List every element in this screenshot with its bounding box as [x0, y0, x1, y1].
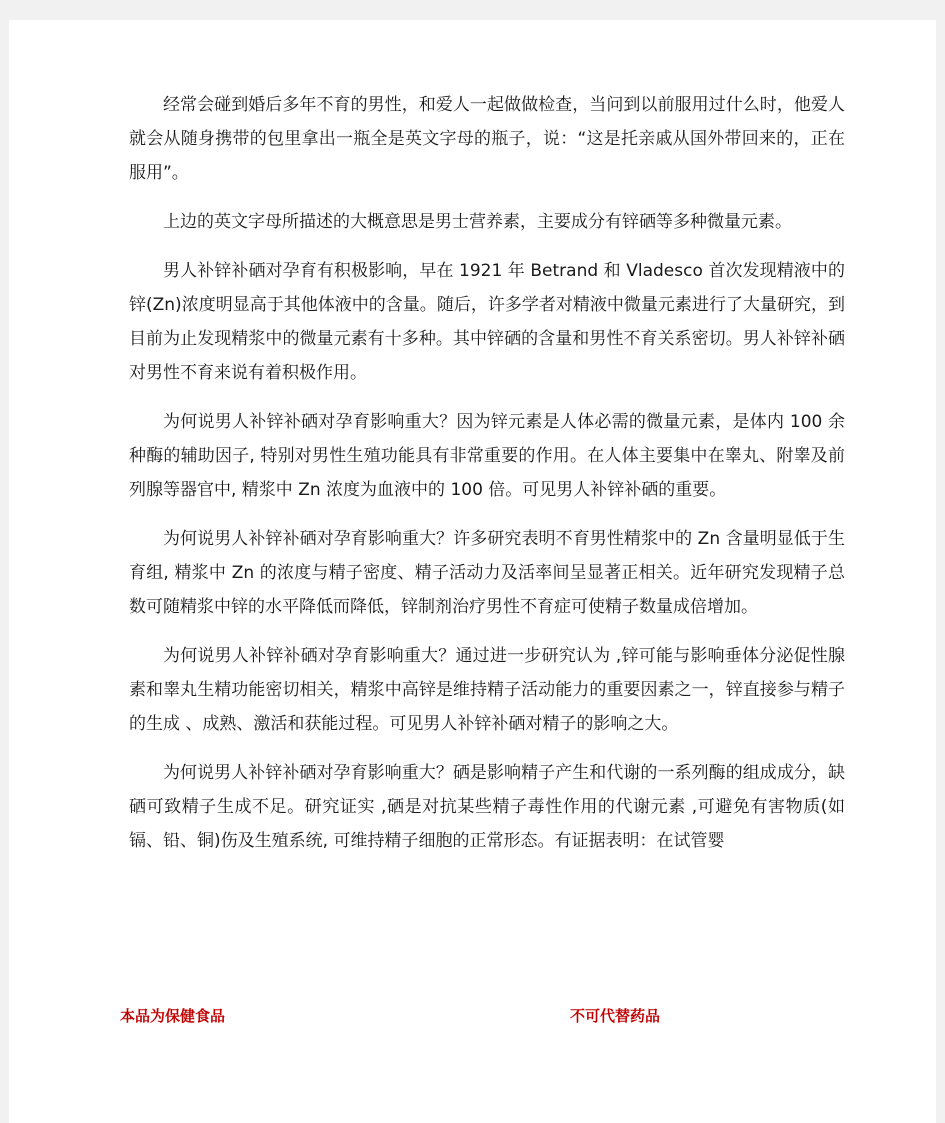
paragraph: 为何说男人补锌补硒对孕育影响重大？硒是影响精子产生和代谢的一系列酶的组成成分，缺硒可致精子生成不足。研究证实 ,硒是对抗某些精子毒性作用的代谢元素 ,可避免有害物质(如镉、铅、铜)伤及生殖系统, 可维持精子细胞的正常形态。有证据表明：在试管婴 [129, 763, 845, 851]
paragraph: 经常会碰到婚后多年不育的男性，和爱人一起做做检查，当问到以前服用过什么时，他爱人就会从随身携带的包里拿出一瓶全是英文字母的瓶子，说：“这是托亲戚从国外带回来的，正在服用”。 [129, 95, 845, 183]
article-body [129, 88, 845, 873]
paragraph: 为何说男人补锌补硒对孕育影响重大？许多研究表明不育男性精浆中的 Zn 含量明显低于生育组, 精浆中 Zn 的浓度与精子密度、精子活动力及活率间呈显著正相关。近年研究发现精子总数可随精浆中锌的水平降低而降低，锌制剂治疗男性不育症可使精子数量成倍增加。 [129, 529, 845, 617]
paragraph: 上边的英文字母所描述的大概意思是男士营养素，主要成分有锌硒等多种微量元素。 [163, 212, 792, 232]
footer-disclaimer-left: 本品为保健食品 [120, 1007, 226, 1025]
footer-disclaimer-right: 不可代替药品 [570, 1007, 661, 1025]
document-page [9, 20, 936, 1123]
paragraph: 为何说男人补锌补硒对孕育影响重大？通过进一步研究认为 ,锌可能与影响垂体分泌促性腺素和睾丸生精功能密切相关，精浆中高锌是维持精子活动能力的重要因素之一，锌直接参与精子的生成 、成熟、激活和获能过程。可见男人补锌补硒对精子的影响之大。 [129, 646, 845, 734]
paragraph: 为何说男人补锌补硒对孕育影响重大？因为锌元素是人体必需的微量元素，是体内 100 余种酶的辅助因子, 特别对男性生殖功能具有非常重要的作用。在人体主要集中在睾丸、附睾及前列腺等器官中, 精浆中 Zn 浓度为血液中的 100 倍。可见男人补锌补硒的重要。 [129, 412, 845, 500]
paragraph: 男人补锌补硒对孕育有积极影响，早在 1921 年 Betrand 和 Vladesco 首次发现精液中的锌(Zn)浓度明显高于其他体液中的含量。随后，许多学者对精液中微量元素进行了大量研究，到目前为止发现精浆中的微量元素有十多种。其中锌硒的含量和男性不育关系密切。男人补锌补硒对男性不育来说有着积极作用。 [129, 261, 845, 383]
